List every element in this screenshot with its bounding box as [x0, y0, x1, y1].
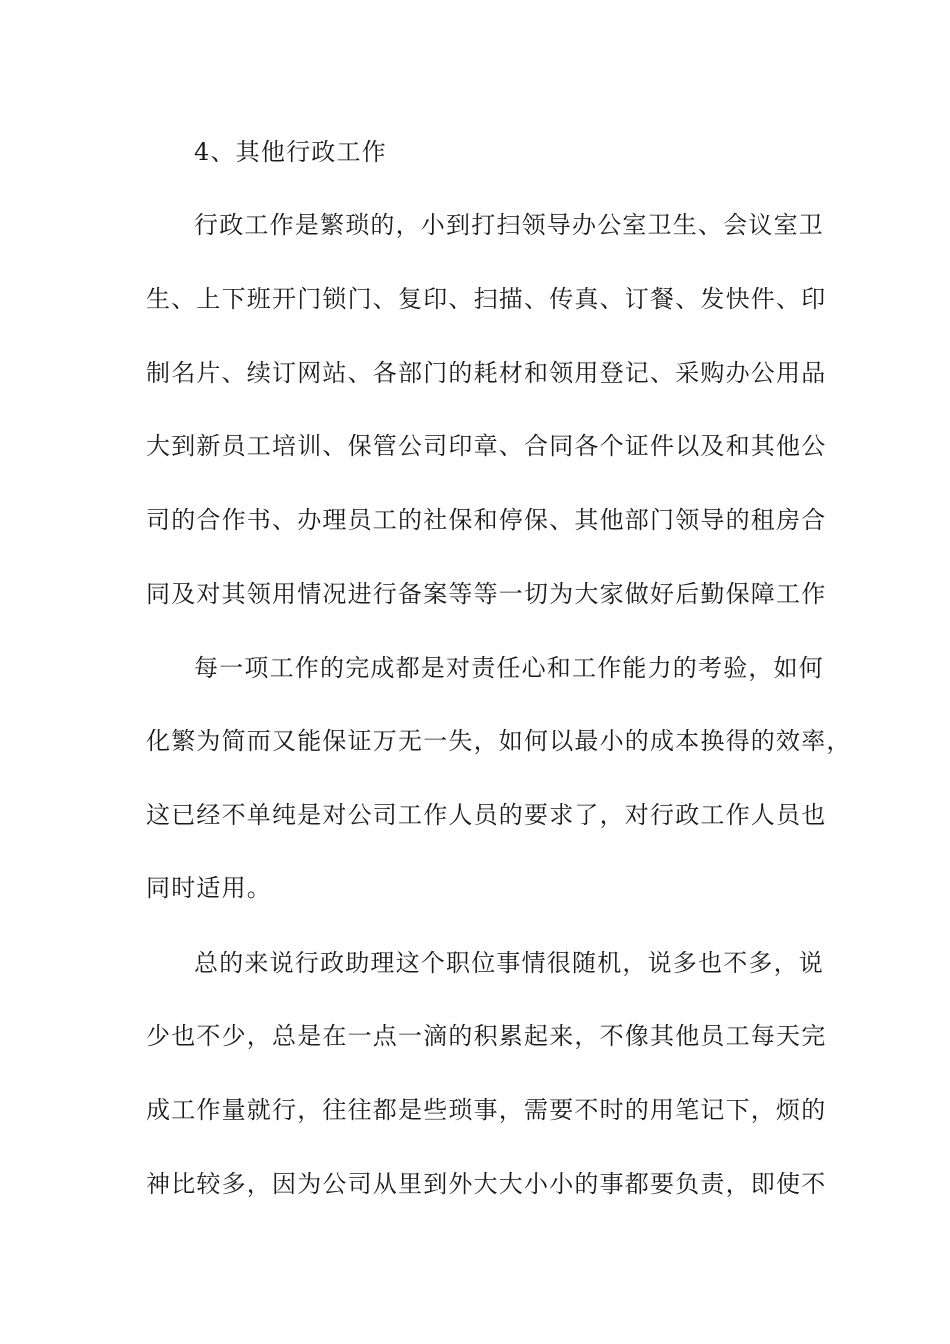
paragraph-2-line-3: 这已经不单纯是对公司工作人员的要求了，对行政工作人员也 — [146, 801, 827, 829]
paragraph-1-line-6: 同及对其领用情况进行备案等等一切为大家做好后勤保障工作 — [146, 580, 827, 608]
paragraph-3-line-1: 总的来说行政助理这个职位事情很随机，说多也不多，说 — [194, 949, 824, 977]
paragraph-3-line-2: 少也不少，总是在一点一滴的积累起来，不像其他员工每天完 — [146, 1022, 827, 1050]
paragraph-1-line-1: 行政工作是繁琐的，小到打扫领导办公室卫生、会议室卫 — [194, 211, 824, 239]
paragraph-1-line-4: 大到新员工培训、保管公司印章、合同各个证件以及和其他公 — [146, 432, 827, 460]
paragraph-1-line-2: 生、上下班开门锁门、复印、扫描、传真、订餐、发快件、印 — [146, 285, 827, 313]
section-heading: 4、其他行政工作 — [194, 138, 387, 166]
paragraph-1-line-3: 制名片、续订网站、各部门的耗材和领用登记、采购办公用品 — [146, 359, 827, 387]
paragraph-2-line-4: 同时适用。 — [146, 874, 272, 902]
paragraph-2-line-1: 每一项工作的完成都是对责任心和工作能力的考验，如何 — [194, 654, 824, 682]
paragraph-1-line-5: 司的合作书、办理员工的社保和停保、其他部门领导的租房合 — [146, 506, 827, 534]
paragraph-2-line-2: 化繁为简而又能保证万无一失，如何以最小的成本换得的效率， — [146, 727, 852, 755]
paragraph-3-line-4: 神比较多，因为公司从里到外大大小小的事都要负责，即使不 — [146, 1170, 827, 1198]
paragraph-3-line-3: 成工作量就行，往往都是些琐事，需要不时的用笔记下，烦的 — [146, 1096, 827, 1124]
